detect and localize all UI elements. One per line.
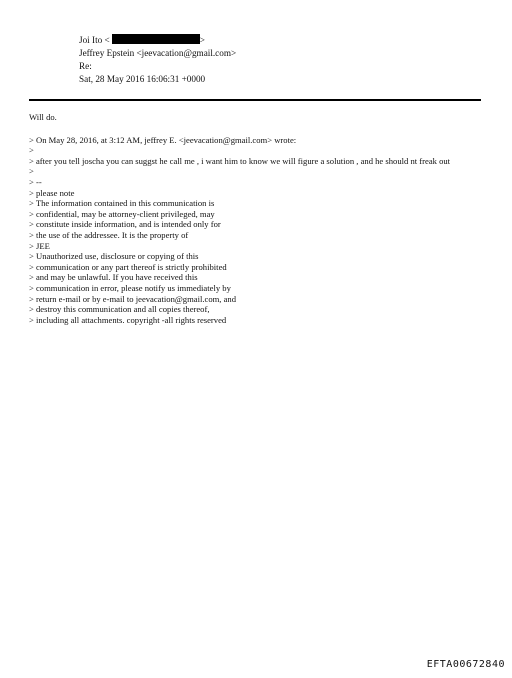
to-value: Jeffrey Epstein <jeevacation@gmail.com> xyxy=(79,48,237,58)
quoted-line: > xyxy=(29,166,34,177)
quoted-line: > after you tell joscha you can suggst he call me , i want him to know we will figure a solution , and he should nt freak out xyxy=(29,155,451,166)
quoted-line: > and may be unlawful. If you have received this xyxy=(29,272,198,283)
quoted-line: > return e-mail or by e-mail to jeevacation@gmail.com, and xyxy=(29,293,237,304)
quoted-line: > The information contained in this communication is xyxy=(29,198,215,209)
from-value xyxy=(79,34,205,47)
quoted-line: > destroy this communication and all copies thereof, xyxy=(29,304,210,315)
document-id: EFTA00672840 xyxy=(426,659,505,670)
quoted-line: > -- xyxy=(29,176,42,187)
quoted-line: > communication or any part thereof is strictly prohibited xyxy=(29,261,227,272)
email-body xyxy=(29,112,489,325)
quoted-line: > confidential, may be attorney-client privileged, may xyxy=(29,208,215,219)
quoted-line: > the use of the addressee. It is the property of xyxy=(29,229,189,240)
redaction-block xyxy=(112,34,200,44)
quoted-line: > constitute inside information, and is intended only for xyxy=(29,219,221,230)
date-value: Sat, 28 May 2016 16:06:31 +0000 xyxy=(79,74,206,84)
from-name: Joi Ito < xyxy=(79,35,110,45)
greeting-text: Will do. xyxy=(29,112,57,122)
quoted-line: > xyxy=(29,145,34,156)
quoted-line: > JEE xyxy=(29,240,50,251)
from-suffix: > xyxy=(199,35,205,45)
quoted-line: > including all attachments. copyright -all rights reserved xyxy=(29,314,227,325)
quoted-line: > communication in error, please notify us immediately by xyxy=(29,282,231,293)
quoted-message xyxy=(29,135,489,326)
quoted-line: > Unauthorized use, disclosure or copying of this xyxy=(29,251,199,262)
quoted-line: > On May 28, 2016, at 3:12 AM, jeffrey E. <jeevacation@gmail.com> wrote: xyxy=(29,134,297,145)
subject-value: Re: xyxy=(79,61,92,71)
quoted-line: > please note xyxy=(29,187,75,198)
header-divider xyxy=(29,99,481,101)
